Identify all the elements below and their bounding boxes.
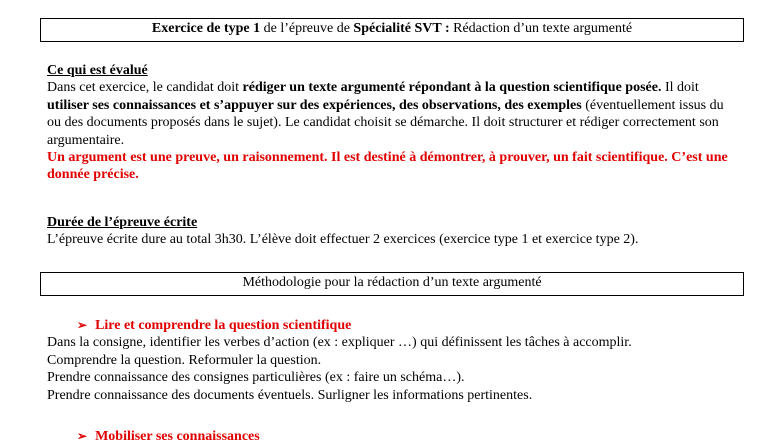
- section-duree: [47, 214, 747, 249]
- step2-heading: Mobiliser ses connaissances: [95, 429, 260, 444]
- evalue-text-2: Il doit: [661, 80, 699, 96]
- section-evalue: [47, 62, 737, 184]
- title-part-4: Rédaction d’un texte argumenté: [449, 21, 633, 36]
- methodo-title: Méthodologie pour la rédaction d’un texte argumenté: [242, 275, 542, 290]
- evalue-heading: Ce qui est évalué: [47, 63, 148, 78]
- duree-heading: Durée de l’épreuve écrite: [47, 215, 198, 230]
- step1-heading: Lire et comprendre la question scientifique: [95, 318, 352, 333]
- section-step1: [47, 317, 747, 404]
- evalue-bold-2: utiliser ses connaissances et s’appuyer sur des expériences, des observations, des exemples: [47, 97, 582, 113]
- title-part-1: Exercice de type 1: [151, 21, 261, 36]
- evalue-text-1: Dans cet exercice, le candidat doit: [47, 80, 243, 96]
- arrow-bullet-icon: ➢: [77, 318, 88, 332]
- step1-line: Comprendre la question. Reformuler la question.: [47, 352, 322, 368]
- step1-line: Prendre connaissance des consignes particulières (ex : faire un schéma…).: [47, 370, 465, 386]
- section-step2: [47, 428, 747, 445]
- step1-line: Prendre connaissance des documents éventuels. Surligner les informations pertinentes.: [47, 387, 533, 403]
- step1-line: Dans la consigne, identifier les verbes d’action (ex : expliquer …) qui définissent les tâches à accomplir.: [47, 335, 632, 351]
- page-title-box: [40, 18, 744, 42]
- evalue-paragraph: [47, 79, 737, 149]
- duree-text: L’épreuve écrite dure au total 3h30. L’élève doit effectuer 2 exercices (exercice type 1 et exercice type 2).: [47, 232, 639, 248]
- title-part-3: Spécialité SVT :: [353, 21, 450, 36]
- evalue-bold-1: rédiger un texte argumenté répondant à la question scientifique posée.: [242, 80, 662, 96]
- evalue-text-3: (éventuellement issus du ou des documents proposés dans le sujet). Le candidat choisit se démarche. Il doit structurer et rédiger correctement son argumentaire.: [47, 97, 724, 148]
- step1-heading-row: [47, 317, 747, 334]
- evalue-red-definition: Un argument est une preuve, un raisonnement. Il est destiné à démontrer, à prouver, un fait scientifique. C’est une donnée précise.: [47, 150, 728, 183]
- step2-heading-row: [47, 428, 747, 445]
- methodo-title-box: [40, 272, 744, 296]
- arrow-bullet-icon: ➢: [77, 429, 88, 443]
- title-part-2: de l’épreuve de: [260, 21, 354, 36]
